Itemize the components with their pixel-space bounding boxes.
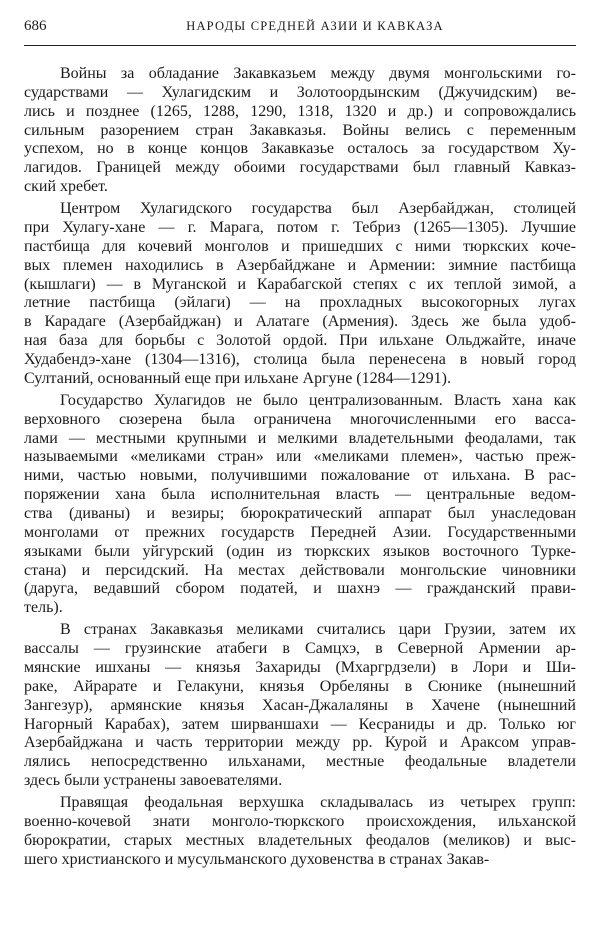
text-line: ная база для борьбы с Золотой ордой. При ильхане Ольджайте, иначе xyxy=(24,332,576,350)
text-line: сильным разорением стран Закавказья. Войны велись с переменным xyxy=(24,121,576,139)
page-number: 686 xyxy=(24,18,47,34)
text-line: ства (диваны) и везиры; бюрократический аппарат был унаследован xyxy=(24,505,576,522)
text-line: военно-кочевой знати монголо-тюркского происхождения, ильханской xyxy=(24,813,576,831)
text-line: летние пастбища (эйлаги) — на прохладных высокогорных лугах xyxy=(24,294,576,312)
text-line: (даруга, ведавший сбором податей, и шахнэ — гражданский прави- xyxy=(24,580,576,598)
text-line: Центром Хулагидского государства был Азербайджан, столицей xyxy=(60,200,576,218)
text-line: стана) и персидский. На местах действовали монгольские чиновники xyxy=(24,561,576,579)
text-line: лись и позднее (1265, 1288, 1290, 1318, 1320 и др.) и сопровождались xyxy=(24,102,576,120)
text-line: раке, Айрарате и Гелакуни, князья Орбеляны в Сюнике (нынешний xyxy=(24,677,576,695)
text-line: Войны за обладание Закавказьем между двумя монгольскими го- xyxy=(60,65,576,82)
text-line: лагидов. Границей между обоими государствами был главный Кавказ- xyxy=(24,159,576,177)
text-line: В странах Закавказья меликами считались цари Грузии, затем их xyxy=(60,621,576,639)
header-rule xyxy=(24,45,576,46)
text-line: ский хребет. xyxy=(24,178,108,196)
text-line: (кышлаги) — в Муганской и Карабагской степях с их теплой зимой, а xyxy=(24,275,576,293)
paragraph xyxy=(24,200,576,388)
text-line: шего христианского и мусульманского духовенства в странах Закав- xyxy=(24,850,490,868)
text-line: поряжении хана была исполнительная власть — центральные ведом- xyxy=(24,486,576,504)
text-line: Зангезур), армянские князья Хасан-Джалаляны в Хачене (нынешний xyxy=(24,696,576,714)
text-line: вых племен находились в Азербайджане и Армении: зимние пастбища xyxy=(24,256,576,274)
text-line: успехом, но в конце концов Закавказье осталось за государством Ху- xyxy=(24,140,576,158)
text-line: при Хулагу-хане — г. Марага, потом г. Тебриз (1265—1305). Лучшие xyxy=(24,219,576,237)
text-line: мянские ишханы — князья Захариды (Мхаргрдзели) в Лори и Ши- xyxy=(24,659,576,677)
text-line: бюрократии, старых местных владетельных феодалов (меликов) и выс- xyxy=(24,831,576,849)
paragraph xyxy=(24,794,576,869)
text-line: Нагорный Карабах), затем ширваншахи — Кесраниды и др. Только юг xyxy=(24,715,576,733)
text-line: Азербайджана и часть территории между рр. Курой и Араксом управ- xyxy=(24,734,576,752)
text-line: лялись непосредственно ильханами, местные феодальные владетели xyxy=(24,753,576,771)
text-line: вассалы — грузинские атабеги в Самцхэ, в Северной Армении ар- xyxy=(24,640,576,658)
paragraph xyxy=(24,65,576,197)
text-line: монголами от прежних государств Передней Азии. Государственными xyxy=(24,523,576,541)
text-line: тель). xyxy=(24,599,63,617)
text-line: языками были уйгурский (один из тюркских языков восточного Турке- xyxy=(24,542,576,560)
text-line: Правящая феодальная верхушка складывалась из четырех групп: xyxy=(60,794,576,812)
text-line: лами — местными крупными и мелкими владетельными феодалами, так xyxy=(24,429,576,447)
text-line: пастбища для кочевий монголов и пришедших с ними тюркских коче- xyxy=(24,237,576,255)
running-title: НАРОДЫ СРЕДНЕЙ АЗИИ И КАВКАЗА xyxy=(186,19,444,33)
paragraph xyxy=(24,392,576,618)
text-line: в Карадаге (Азербайджан) и Алатаге (Армения). Здесь же была удоб- xyxy=(24,313,576,331)
text-line: здесь были устранены завоевателями. xyxy=(24,772,283,790)
text-line: называемыми «меликами стран» или «меликами племен», частью преж- xyxy=(24,448,576,466)
text-line: верховного сюзерена была ограничена многочисленными его васса- xyxy=(24,410,576,428)
text-line: Государство Хулагидов не было централизованным. Власть хана как xyxy=(60,391,576,409)
page-header xyxy=(24,18,576,38)
text-line: ними, частью новыми, получившими пожалование от ильхана. В рас- xyxy=(24,467,576,485)
page-body xyxy=(24,65,576,873)
text-line: Худабендэ-хане (1304—1316), столица была перенесена в новый город xyxy=(24,350,576,368)
paragraph xyxy=(24,621,576,791)
text-line: Султаний, основанный еще при ильхане Аргуне (1284—1291). xyxy=(24,369,451,387)
text-line: сударствами — Хулагидским и Золотоордынским (Джучидским) ве- xyxy=(24,83,576,101)
